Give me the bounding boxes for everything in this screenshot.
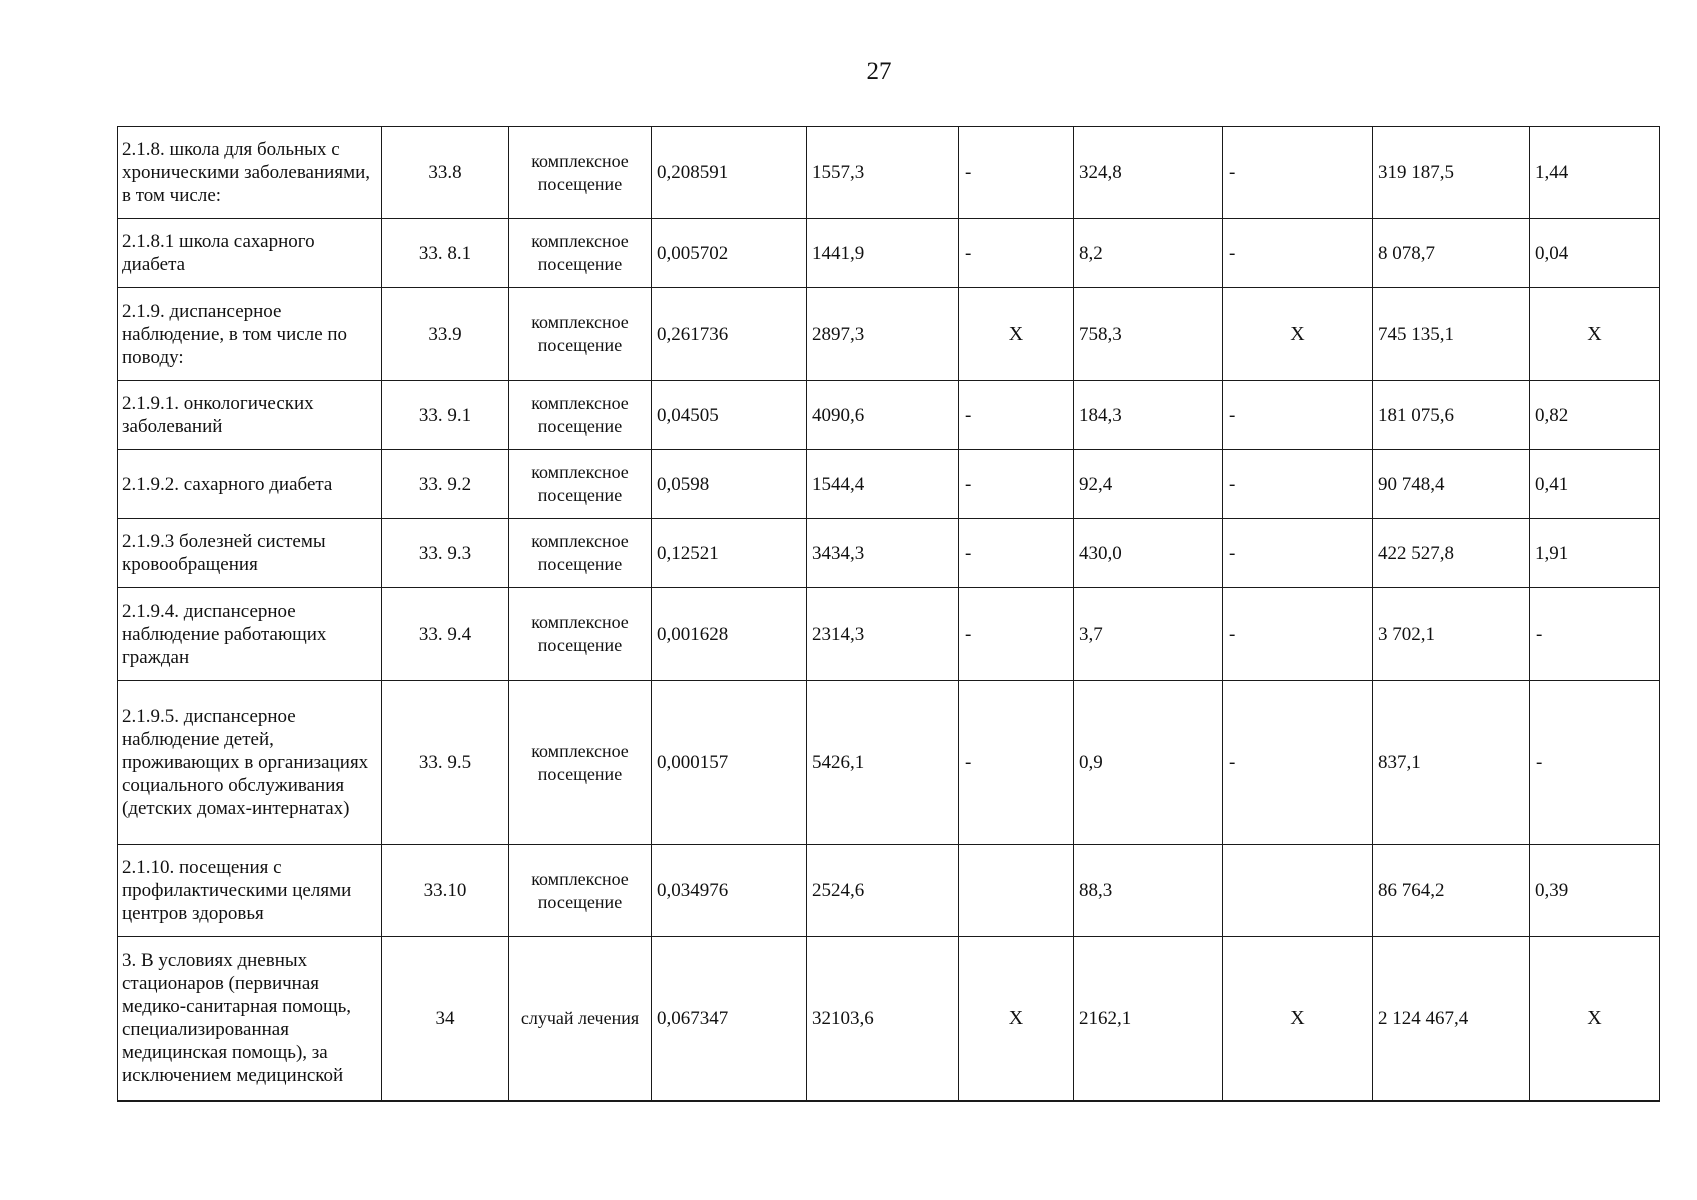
row-col9-cell: 319 187,5 (1373, 127, 1530, 219)
row-col8-cell: - (1223, 588, 1373, 681)
row-col6-cell: - (959, 588, 1074, 681)
table-row (118, 588, 1660, 681)
row-col10-cell: X (1530, 937, 1660, 1101)
row-col10-cell: 0,04 (1530, 219, 1660, 288)
row-col8-cell: X (1223, 288, 1373, 381)
row-col10-cell: 0,41 (1530, 450, 1660, 519)
row-col6-cell: - (959, 450, 1074, 519)
row-col7-cell: 430,0 (1074, 519, 1223, 588)
row-cost-cell: 1441,9 (807, 219, 959, 288)
row-col9-cell: 2 124 467,4 (1373, 937, 1530, 1101)
row-cost-cell: 2314,3 (807, 588, 959, 681)
row-norm-cell: 0,000157 (652, 681, 807, 845)
table-row (118, 219, 1660, 288)
row-unit-cell: комплексное посещение (509, 288, 652, 381)
row-col9-cell: 745 135,1 (1373, 288, 1530, 381)
table-row (118, 681, 1660, 845)
row-col10-cell: X (1530, 288, 1660, 381)
row-col6-cell: - (959, 219, 1074, 288)
row-code-cell: 34 (382, 937, 509, 1101)
row-col8-cell: - (1223, 127, 1373, 219)
row-col8-cell: - (1223, 381, 1373, 450)
page-number: 27 (866, 58, 892, 85)
row-code-cell: 33. 9.5 (382, 681, 509, 845)
row-col7-cell: 758,3 (1074, 288, 1223, 381)
row-norm-cell: 0,001628 (652, 588, 807, 681)
row-code-cell: 33. 9.1 (382, 381, 509, 450)
row-unit-cell: комплексное посещение (509, 519, 652, 588)
row-col6-cell: - (959, 681, 1074, 845)
row-col7-cell: 184,3 (1074, 381, 1223, 450)
row-col8-cell (1223, 845, 1373, 937)
row-col6-cell: - (959, 127, 1074, 219)
tariff-table (117, 126, 1660, 1102)
row-col6-cell (959, 845, 1074, 937)
row-col10-cell: - (1530, 588, 1660, 681)
row-unit-cell: комплексное посещение (509, 588, 652, 681)
row-cost-cell: 2524,6 (807, 845, 959, 937)
row-col10-cell: 0,82 (1530, 381, 1660, 450)
row-col8-cell: X (1223, 937, 1373, 1101)
table-body (118, 127, 1660, 1101)
table-row (118, 519, 1660, 588)
row-name-cell: 2.1.8.1 школа сахарного диабета (118, 219, 382, 288)
row-unit-cell: комплексное посещение (509, 845, 652, 937)
row-col6-cell: - (959, 381, 1074, 450)
row-col6-cell: - (959, 519, 1074, 588)
row-unit-cell: комплексное посещение (509, 681, 652, 845)
row-col10-cell: 1,44 (1530, 127, 1660, 219)
row-norm-cell: 0,04505 (652, 381, 807, 450)
row-name-cell: 2.1.8. школа для больных с хроническими заболеваниями, в том числе: (118, 127, 382, 219)
row-norm-cell: 0,208591 (652, 127, 807, 219)
row-name-cell: 2.1.9.1. онкологических заболеваний (118, 381, 382, 450)
row-col10-cell: - (1530, 681, 1660, 845)
row-unit-cell: комплексное посещение (509, 450, 652, 519)
table-row (118, 450, 1660, 519)
row-name-cell: 3. В условиях дневных стационаров (первичная медико-санитарная помощь, специализированная медицинская помощь), за исключением медицинской (118, 937, 382, 1101)
row-col8-cell: - (1223, 681, 1373, 845)
row-name-cell: 2.1.9.4. диспансерное наблюдение работающих граждан (118, 588, 382, 681)
row-norm-cell: 0,067347 (652, 937, 807, 1101)
row-col10-cell: 0,39 (1530, 845, 1660, 937)
row-unit-cell: комплексное посещение (509, 219, 652, 288)
row-name-cell: 2.1.9.3 болезней системы кровообращения (118, 519, 382, 588)
row-norm-cell: 0,005702 (652, 219, 807, 288)
row-name-cell: 2.1.10. посещения с профилактическими целями центров здоровья (118, 845, 382, 937)
row-norm-cell: 0,034976 (652, 845, 807, 937)
row-code-cell: 33. 9.4 (382, 588, 509, 681)
row-col9-cell: 422 527,8 (1373, 519, 1530, 588)
row-col9-cell: 3 702,1 (1373, 588, 1530, 681)
row-cost-cell: 1544,4 (807, 450, 959, 519)
row-unit-cell: комплексное посещение (509, 127, 652, 219)
row-col9-cell: 181 075,6 (1373, 381, 1530, 450)
row-name-cell: 2.1.9. диспансерное наблюдение, в том числе по поводу: (118, 288, 382, 381)
row-col9-cell: 86 764,2 (1373, 845, 1530, 937)
row-code-cell: 33.8 (382, 127, 509, 219)
table-row (118, 937, 1660, 1101)
row-code-cell: 33. 9.3 (382, 519, 509, 588)
table-row (118, 381, 1660, 450)
row-norm-cell: 0,0598 (652, 450, 807, 519)
row-norm-cell: 0,12521 (652, 519, 807, 588)
row-cost-cell: 32103,6 (807, 937, 959, 1101)
row-cost-cell: 5426,1 (807, 681, 959, 845)
row-cost-cell: 1557,3 (807, 127, 959, 219)
row-cost-cell: 2897,3 (807, 288, 959, 381)
row-unit-cell: случай лечения (509, 937, 652, 1101)
row-name-cell: 2.1.9.5. диспансерное наблюдение детей, проживающих в организациях социального обслуживания (детских домах-интернатах) (118, 681, 382, 845)
row-cost-cell: 4090,6 (807, 381, 959, 450)
row-col8-cell: - (1223, 219, 1373, 288)
table-row (118, 127, 1660, 219)
row-col7-cell: 0,9 (1074, 681, 1223, 845)
row-unit-cell: комплексное посещение (509, 381, 652, 450)
row-col7-cell: 8,2 (1074, 219, 1223, 288)
row-col9-cell: 90 748,4 (1373, 450, 1530, 519)
table-row (118, 845, 1660, 937)
row-col7-cell: 3,7 (1074, 588, 1223, 681)
row-col8-cell: - (1223, 519, 1373, 588)
row-norm-cell: 0,261736 (652, 288, 807, 381)
row-col6-cell: X (959, 288, 1074, 381)
row-col10-cell: 1,91 (1530, 519, 1660, 588)
row-col8-cell: - (1223, 450, 1373, 519)
row-code-cell: 33. 9.2 (382, 450, 509, 519)
row-col7-cell: 88,3 (1074, 845, 1223, 937)
row-col7-cell: 92,4 (1074, 450, 1223, 519)
table-row (118, 288, 1660, 381)
row-col7-cell: 2162,1 (1074, 937, 1223, 1101)
row-code-cell: 33.9 (382, 288, 509, 381)
row-col9-cell: 837,1 (1373, 681, 1530, 845)
row-name-cell: 2.1.9.2. сахарного диабета (118, 450, 382, 519)
row-col9-cell: 8 078,7 (1373, 219, 1530, 288)
row-cost-cell: 3434,3 (807, 519, 959, 588)
row-col6-cell: X (959, 937, 1074, 1101)
row-code-cell: 33. 8.1 (382, 219, 509, 288)
row-code-cell: 33.10 (382, 845, 509, 937)
row-col7-cell: 324,8 (1074, 127, 1223, 219)
